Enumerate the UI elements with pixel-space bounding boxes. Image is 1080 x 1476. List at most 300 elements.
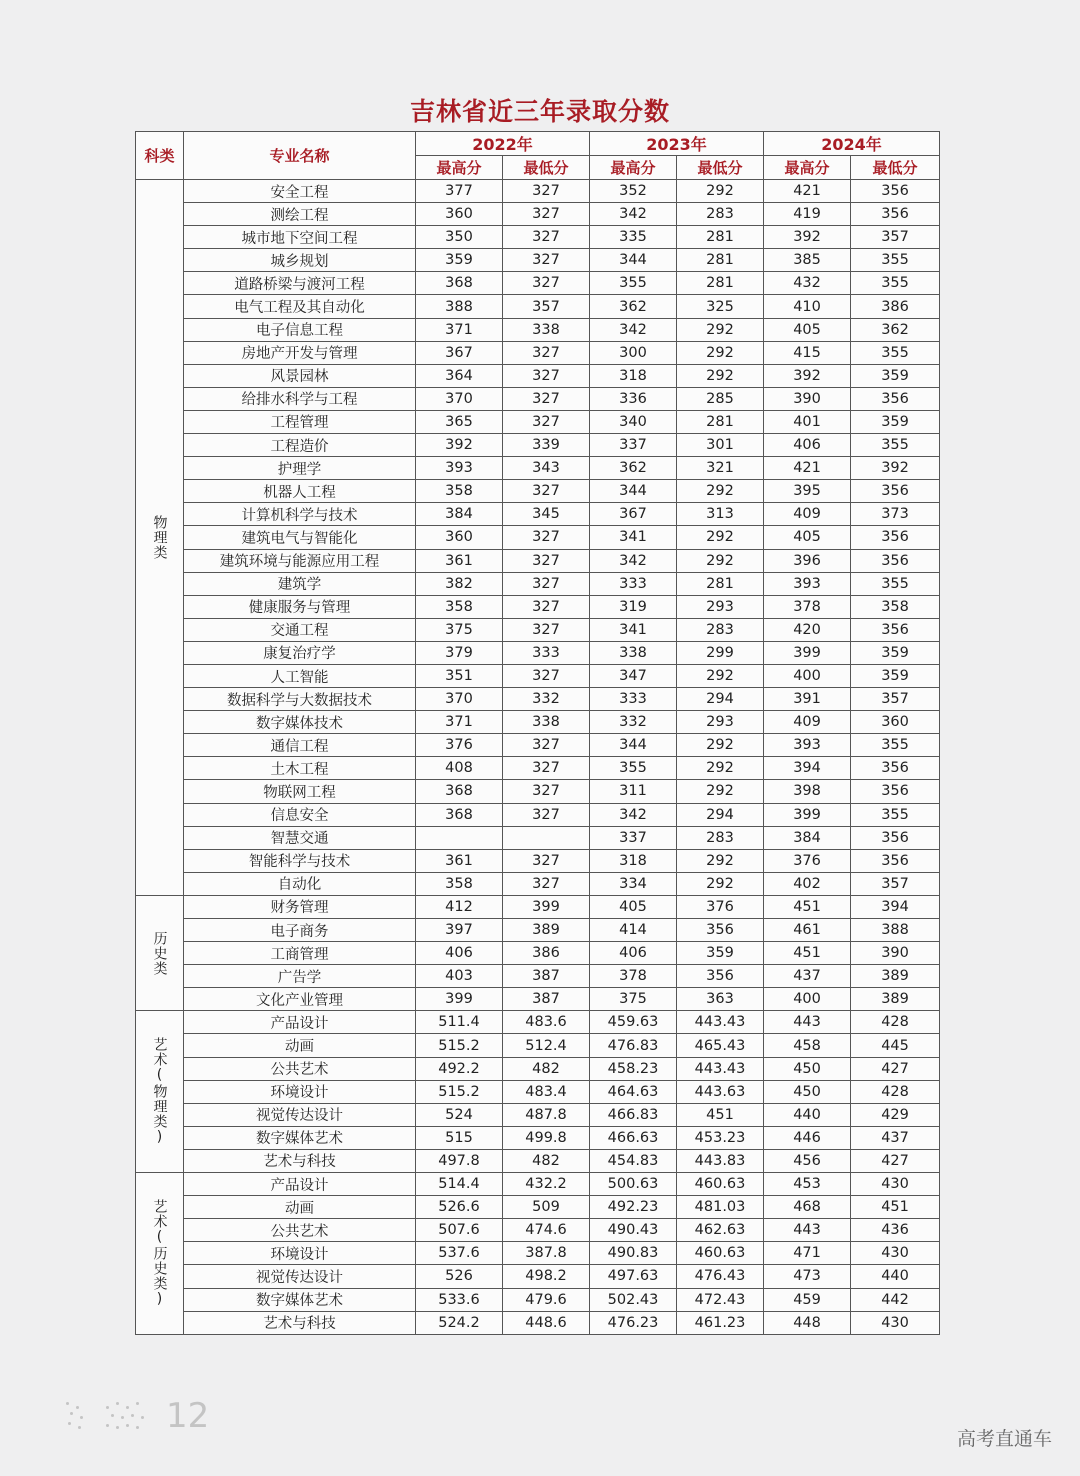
max-2022-cell: 370 — [416, 688, 503, 711]
min-2024-cell: 360 — [851, 711, 940, 734]
max-2023-cell: 342 — [590, 803, 677, 826]
min-2024-cell: 428 — [851, 1011, 940, 1034]
major-cell: 广告学 — [184, 965, 416, 988]
max-2023-cell: 405 — [590, 895, 677, 918]
max-2023-cell: 375 — [590, 988, 677, 1011]
max-2024-cell: 400 — [764, 988, 851, 1011]
min-2024-cell: 356 — [851, 757, 940, 780]
min-2024-cell: 357 — [851, 688, 940, 711]
max-2024-cell: 443 — [764, 1219, 851, 1242]
table-row — [136, 272, 940, 295]
min-2022-cell: 327 — [503, 595, 590, 618]
major-cell: 文化产业管理 — [184, 988, 416, 1011]
min-2022-cell: 512.4 — [503, 1034, 590, 1057]
header-min-2023: 最低分 — [677, 156, 764, 180]
max-2023-cell: 340 — [590, 410, 677, 433]
admission-score-table — [135, 131, 940, 1335]
max-2022-cell: 358 — [416, 480, 503, 503]
max-2024-cell: 421 — [764, 180, 851, 203]
min-2022-cell: 339 — [503, 434, 590, 457]
table-row — [136, 180, 940, 203]
min-2023-cell: 301 — [677, 434, 764, 457]
major-cell: 财务管理 — [184, 895, 416, 918]
max-2023-cell: 318 — [590, 849, 677, 872]
major-cell: 智能科学与技术 — [184, 849, 416, 872]
min-2023-cell: 294 — [677, 688, 764, 711]
max-2022-cell: 379 — [416, 641, 503, 664]
table-row — [136, 526, 940, 549]
max-2024-cell: 451 — [764, 942, 851, 965]
min-2022-cell: 327 — [503, 757, 590, 780]
min-2023-cell: 356 — [677, 965, 764, 988]
table-row — [136, 849, 940, 872]
min-2022-cell: 387 — [503, 965, 590, 988]
max-2022-cell: 361 — [416, 549, 503, 572]
min-2024-cell: 437 — [851, 1126, 940, 1149]
min-2022-cell: 327 — [503, 734, 590, 757]
table-row — [136, 295, 940, 318]
major-cell: 公共艺术 — [184, 1057, 416, 1080]
max-2023-cell: 347 — [590, 664, 677, 687]
max-2023-cell: 497.63 — [590, 1265, 677, 1288]
min-2024-cell: 357 — [851, 872, 940, 895]
min-2023-cell: 299 — [677, 641, 764, 664]
major-cell: 工程造价 — [184, 434, 416, 457]
max-2022-cell: 507.6 — [416, 1219, 503, 1242]
min-2023-cell: 443.83 — [677, 1149, 764, 1172]
table-row — [136, 1265, 940, 1288]
major-cell: 交通工程 — [184, 618, 416, 641]
min-2024-cell: 430 — [851, 1311, 940, 1334]
major-cell: 通信工程 — [184, 734, 416, 757]
category-cell: 艺术(历史类) — [136, 1173, 184, 1335]
major-cell: 城乡规划 — [184, 249, 416, 272]
max-2023-cell: 342 — [590, 549, 677, 572]
max-2024-cell: 409 — [764, 711, 851, 734]
max-2024-cell: 400 — [764, 664, 851, 687]
major-cell: 动画 — [184, 1034, 416, 1057]
max-2024-cell: 453 — [764, 1173, 851, 1196]
min-2022-cell: 387 — [503, 988, 590, 1011]
table-row — [136, 1126, 940, 1149]
min-2023-cell: 321 — [677, 457, 764, 480]
table-row — [136, 410, 940, 433]
min-2023-cell: 293 — [677, 595, 764, 618]
major-cell: 机器人工程 — [184, 480, 416, 503]
major-cell: 数字媒体艺术 — [184, 1288, 416, 1311]
header-category: 科类 — [136, 132, 184, 180]
min-2023-cell: 453.23 — [677, 1126, 764, 1149]
min-2024-cell: 355 — [851, 734, 940, 757]
min-2022-cell: 345 — [503, 503, 590, 526]
min-2023-cell: 292 — [677, 480, 764, 503]
min-2022-cell: 338 — [503, 711, 590, 734]
max-2022-cell: 511.4 — [416, 1011, 503, 1034]
max-2024-cell: 432 — [764, 272, 851, 295]
header-year-2024: 2024年 — [764, 132, 940, 156]
min-2023-cell: 292 — [677, 526, 764, 549]
table-row — [136, 965, 940, 988]
max-2023-cell: 336 — [590, 387, 677, 410]
max-2024-cell: 390 — [764, 387, 851, 410]
max-2024-cell: 394 — [764, 757, 851, 780]
table-row — [136, 1057, 940, 1080]
min-2022-cell: 387.8 — [503, 1242, 590, 1265]
min-2024-cell: 428 — [851, 1080, 940, 1103]
header-year-2023: 2023年 — [590, 132, 764, 156]
max-2022-cell: 403 — [416, 965, 503, 988]
min-2024-cell: 355 — [851, 272, 940, 295]
major-cell: 康复治疗学 — [184, 641, 416, 664]
min-2023-cell: 281 — [677, 410, 764, 433]
min-2022-cell: 482 — [503, 1057, 590, 1080]
major-cell: 房地产开发与管理 — [184, 341, 416, 364]
min-2023-cell: 292 — [677, 780, 764, 803]
min-2022-cell: 327 — [503, 387, 590, 410]
page-number: 12 — [166, 1396, 210, 1436]
min-2023-cell: 325 — [677, 295, 764, 318]
min-2024-cell: 356 — [851, 480, 940, 503]
min-2024-cell: 362 — [851, 318, 940, 341]
min-2024-cell: 389 — [851, 965, 940, 988]
min-2022-cell: 327 — [503, 872, 590, 895]
max-2022-cell: 384 — [416, 503, 503, 526]
major-cell: 信息安全 — [184, 803, 416, 826]
max-2023-cell: 476.23 — [590, 1311, 677, 1334]
max-2023-cell: 459.63 — [590, 1011, 677, 1034]
max-2024-cell: 392 — [764, 364, 851, 387]
max-2023-cell: 342 — [590, 318, 677, 341]
major-cell: 智慧交通 — [184, 826, 416, 849]
min-2022-cell: 357 — [503, 295, 590, 318]
min-2022-cell: 327 — [503, 203, 590, 226]
major-cell: 环境设计 — [184, 1242, 416, 1265]
min-2023-cell: 313 — [677, 503, 764, 526]
min-2024-cell: 356 — [851, 526, 940, 549]
table-row — [136, 1103, 940, 1126]
min-2024-cell: 386 — [851, 295, 940, 318]
min-2024-cell: 356 — [851, 826, 940, 849]
max-2022-cell: 397 — [416, 919, 503, 942]
header-min-2022: 最低分 — [503, 156, 590, 180]
max-2023-cell: 342 — [590, 203, 677, 226]
min-2022-cell: 482 — [503, 1149, 590, 1172]
category-cell: 物理类 — [136, 180, 184, 896]
min-2023-cell: 292 — [677, 734, 764, 757]
min-2022-cell: 327 — [503, 226, 590, 249]
min-2023-cell: 443.43 — [677, 1057, 764, 1080]
max-2022-cell: 375 — [416, 618, 503, 641]
table-row — [136, 434, 940, 457]
major-cell: 城市地下空间工程 — [184, 226, 416, 249]
max-2023-cell: 333 — [590, 572, 677, 595]
major-cell: 建筑电气与智能化 — [184, 526, 416, 549]
min-2024-cell: 356 — [851, 203, 940, 226]
table-row — [136, 872, 940, 895]
max-2022-cell: 514.4 — [416, 1173, 503, 1196]
max-2023-cell: 406 — [590, 942, 677, 965]
max-2024-cell: 420 — [764, 618, 851, 641]
min-2024-cell: 355 — [851, 572, 940, 595]
min-2022-cell: 389 — [503, 919, 590, 942]
min-2023-cell: 376 — [677, 895, 764, 918]
max-2022-cell: 526.6 — [416, 1196, 503, 1219]
max-2024-cell: 450 — [764, 1080, 851, 1103]
min-2024-cell: 356 — [851, 618, 940, 641]
major-cell: 土木工程 — [184, 757, 416, 780]
table-row — [136, 780, 940, 803]
max-2024-cell: 450 — [764, 1057, 851, 1080]
max-2024-cell: 471 — [764, 1242, 851, 1265]
max-2024-cell: 393 — [764, 572, 851, 595]
max-2023-cell: 344 — [590, 480, 677, 503]
max-2023-cell: 355 — [590, 757, 677, 780]
max-2024-cell: 391 — [764, 688, 851, 711]
table-row — [136, 457, 940, 480]
max-2022-cell: 370 — [416, 387, 503, 410]
header-year-2022: 2022年 — [416, 132, 590, 156]
min-2022-cell: 327 — [503, 780, 590, 803]
table-row — [136, 1173, 940, 1196]
max-2024-cell: 399 — [764, 641, 851, 664]
max-2022-cell: 360 — [416, 526, 503, 549]
min-2023-cell: 443.63 — [677, 1080, 764, 1103]
max-2023-cell: 367 — [590, 503, 677, 526]
min-2023-cell: 281 — [677, 272, 764, 295]
max-2024-cell: 468 — [764, 1196, 851, 1219]
min-2022-cell: 479.6 — [503, 1288, 590, 1311]
max-2024-cell: 451 — [764, 895, 851, 918]
min-2023-cell: 292 — [677, 341, 764, 364]
table-row — [136, 203, 940, 226]
max-2023-cell: 490.43 — [590, 1219, 677, 1242]
max-2022-cell: 515.2 — [416, 1080, 503, 1103]
max-2024-cell: 458 — [764, 1034, 851, 1057]
min-2022-cell: 333 — [503, 641, 590, 664]
min-2023-cell: 281 — [677, 226, 764, 249]
min-2022-cell: 327 — [503, 549, 590, 572]
table-row — [136, 919, 940, 942]
max-2022-cell: 358 — [416, 872, 503, 895]
category-cell: 艺术(物理类) — [136, 1011, 184, 1173]
major-cell: 电气工程及其自动化 — [184, 295, 416, 318]
min-2023-cell: 281 — [677, 249, 764, 272]
major-cell: 工商管理 — [184, 942, 416, 965]
min-2022-cell: 498.2 — [503, 1265, 590, 1288]
table-row — [136, 1242, 940, 1265]
max-2023-cell: 466.83 — [590, 1103, 677, 1126]
table-row — [136, 1011, 940, 1034]
min-2023-cell: 476.43 — [677, 1265, 764, 1288]
min-2024-cell: 430 — [851, 1242, 940, 1265]
min-2022-cell: 327 — [503, 410, 590, 433]
min-2024-cell: 355 — [851, 341, 940, 364]
max-2023-cell: 476.83 — [590, 1034, 677, 1057]
min-2022-cell: 432.2 — [503, 1173, 590, 1196]
major-cell: 给排水科学与工程 — [184, 387, 416, 410]
min-2023-cell: 472.43 — [677, 1288, 764, 1311]
table-row — [136, 711, 940, 734]
table-row — [136, 988, 940, 1011]
min-2022-cell: 327 — [503, 272, 590, 295]
table-row — [136, 803, 940, 826]
max-2022-cell: 408 — [416, 757, 503, 780]
min-2024-cell: 451 — [851, 1196, 940, 1219]
major-cell: 视觉传达设计 — [184, 1265, 416, 1288]
table-row — [136, 1311, 940, 1334]
min-2022-cell: 327 — [503, 180, 590, 203]
header-min-2024: 最低分 — [851, 156, 940, 180]
max-2023-cell: 464.63 — [590, 1080, 677, 1103]
max-2022-cell: 350 — [416, 226, 503, 249]
min-2023-cell: 292 — [677, 757, 764, 780]
max-2024-cell: 419 — [764, 203, 851, 226]
table-row — [136, 549, 940, 572]
min-2023-cell: 283 — [677, 618, 764, 641]
max-2023-cell: 300 — [590, 341, 677, 364]
max-2024-cell: 437 — [764, 965, 851, 988]
min-2024-cell: 427 — [851, 1057, 940, 1080]
max-2024-cell: 396 — [764, 549, 851, 572]
max-2022-cell: 365 — [416, 410, 503, 433]
min-2022-cell: 343 — [503, 457, 590, 480]
max-2022-cell: 524.2 — [416, 1311, 503, 1334]
max-2022-cell: 367 — [416, 341, 503, 364]
max-2023-cell: 332 — [590, 711, 677, 734]
table-row — [136, 318, 940, 341]
max-2022-cell: 364 — [416, 364, 503, 387]
table-row — [136, 364, 940, 387]
max-2022-cell: 359 — [416, 249, 503, 272]
max-2024-cell: 376 — [764, 849, 851, 872]
header-max-2022: 最高分 — [416, 156, 503, 180]
major-cell: 建筑学 — [184, 572, 416, 595]
max-2022-cell: 360 — [416, 203, 503, 226]
min-2024-cell: 390 — [851, 942, 940, 965]
max-2024-cell: 398 — [764, 780, 851, 803]
min-2022-cell: 332 — [503, 688, 590, 711]
max-2024-cell: 446 — [764, 1126, 851, 1149]
table-row — [136, 387, 940, 410]
min-2024-cell: 356 — [851, 180, 940, 203]
page-title: 吉林省近三年录取分数 — [409, 97, 670, 126]
min-2024-cell: 355 — [851, 803, 940, 826]
min-2022-cell: 399 — [503, 895, 590, 918]
major-cell: 电子信息工程 — [184, 318, 416, 341]
min-2022-cell: 448.6 — [503, 1311, 590, 1334]
min-2023-cell: 359 — [677, 942, 764, 965]
max-2023-cell: 344 — [590, 249, 677, 272]
max-2024-cell: 399 — [764, 803, 851, 826]
min-2024-cell: 357 — [851, 226, 940, 249]
min-2024-cell: 440 — [851, 1265, 940, 1288]
max-2022-cell: 351 — [416, 664, 503, 687]
max-2024-cell: 409 — [764, 503, 851, 526]
table-row — [136, 734, 940, 757]
max-2024-cell: 406 — [764, 434, 851, 457]
min-2024-cell: 358 — [851, 595, 940, 618]
max-2023-cell: 502.43 — [590, 1288, 677, 1311]
min-2024-cell: 359 — [851, 664, 940, 687]
max-2022-cell: 533.6 — [416, 1288, 503, 1311]
table-row — [136, 1149, 940, 1172]
min-2024-cell: 427 — [851, 1149, 940, 1172]
max-2022-cell: 368 — [416, 272, 503, 295]
table-row — [136, 226, 940, 249]
min-2024-cell: 442 — [851, 1288, 940, 1311]
major-cell: 测绘工程 — [184, 203, 416, 226]
min-2023-cell: 363 — [677, 988, 764, 1011]
max-2024-cell: 440 — [764, 1103, 851, 1126]
max-2023-cell: 337 — [590, 826, 677, 849]
table-row — [136, 572, 940, 595]
max-2022-cell: 382 — [416, 572, 503, 595]
min-2022-cell: 483.4 — [503, 1080, 590, 1103]
min-2024-cell: 373 — [851, 503, 940, 526]
table-row — [136, 1196, 940, 1219]
max-2022-cell: 497.8 — [416, 1149, 503, 1172]
max-2023-cell: 414 — [590, 919, 677, 942]
major-cell: 数据科学与大数据技术 — [184, 688, 416, 711]
table-row — [136, 641, 940, 664]
max-2024-cell: 415 — [764, 341, 851, 364]
max-2022-cell: 358 — [416, 595, 503, 618]
max-2023-cell: 378 — [590, 965, 677, 988]
min-2023-cell: 292 — [677, 549, 764, 572]
max-2022-cell — [416, 826, 503, 849]
min-2022-cell: 327 — [503, 618, 590, 641]
max-2022-cell: 515.2 — [416, 1034, 503, 1057]
table-row — [136, 942, 940, 965]
min-2023-cell: 292 — [677, 318, 764, 341]
max-2023-cell: 458.23 — [590, 1057, 677, 1080]
min-2022-cell: 509 — [503, 1196, 590, 1219]
max-2022-cell: 406 — [416, 942, 503, 965]
max-2022-cell: 368 — [416, 780, 503, 803]
max-2024-cell: 385 — [764, 249, 851, 272]
watermark: 高考直通车 — [956, 1428, 1052, 1450]
header-max-2024: 最高分 — [764, 156, 851, 180]
max-2022-cell: 399 — [416, 988, 503, 1011]
min-2024-cell: 356 — [851, 387, 940, 410]
max-2024-cell: 461 — [764, 919, 851, 942]
min-2023-cell: 461.23 — [677, 1311, 764, 1334]
max-2022-cell: 392 — [416, 434, 503, 457]
max-2022-cell: 492.2 — [416, 1057, 503, 1080]
max-2023-cell: 319 — [590, 595, 677, 618]
min-2023-cell: 294 — [677, 803, 764, 826]
major-cell: 视觉传达设计 — [184, 1103, 416, 1126]
min-2023-cell: 281 — [677, 572, 764, 595]
min-2024-cell: 359 — [851, 641, 940, 664]
major-cell: 艺术与科技 — [184, 1311, 416, 1334]
min-2024-cell: 355 — [851, 434, 940, 457]
table-row — [136, 480, 940, 503]
table-row — [136, 664, 940, 687]
max-2023-cell: 352 — [590, 180, 677, 203]
major-cell: 健康服务与管理 — [184, 595, 416, 618]
table-row — [136, 503, 940, 526]
major-cell: 数字媒体技术 — [184, 711, 416, 734]
max-2022-cell: 524 — [416, 1103, 503, 1126]
min-2023-cell: 285 — [677, 387, 764, 410]
table-row — [136, 1034, 940, 1057]
max-2024-cell: 410 — [764, 295, 851, 318]
min-2023-cell: 292 — [677, 364, 764, 387]
table-row — [136, 895, 940, 918]
min-2023-cell: 292 — [677, 664, 764, 687]
min-2024-cell: 392 — [851, 457, 940, 480]
